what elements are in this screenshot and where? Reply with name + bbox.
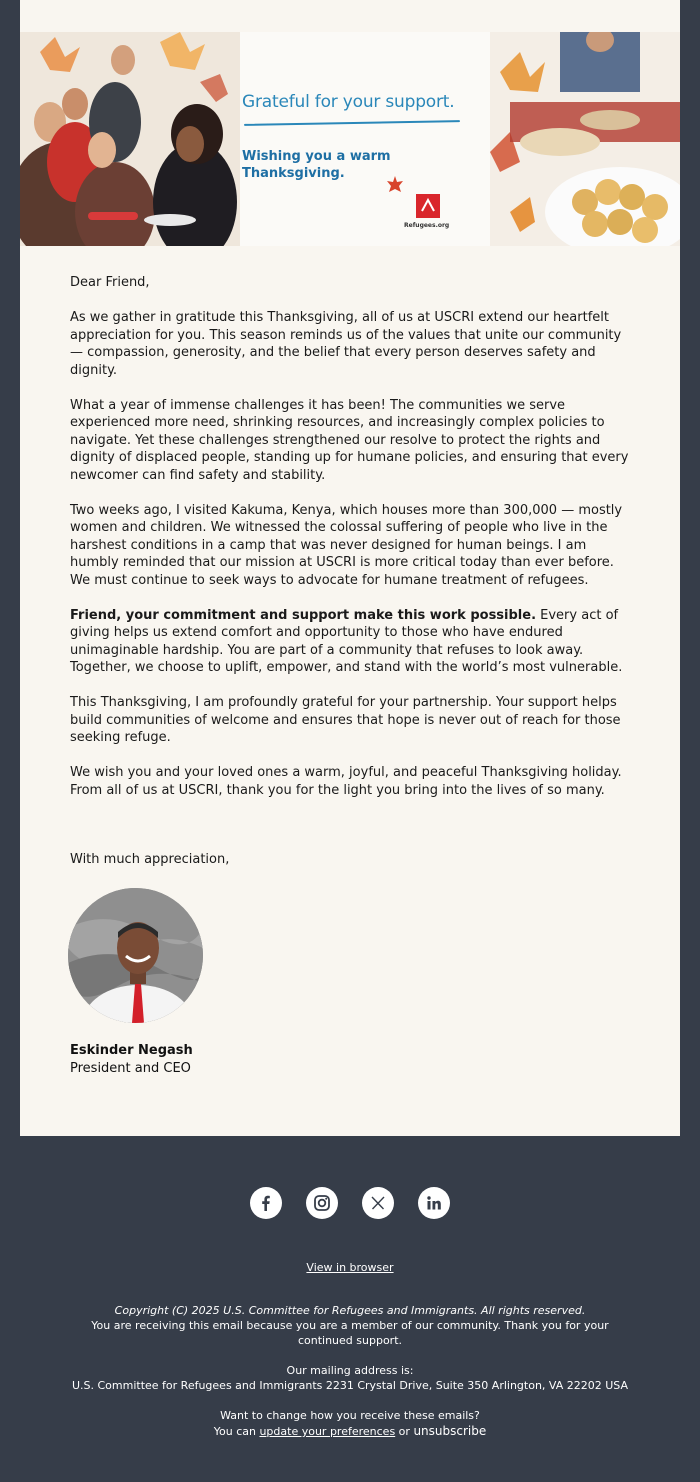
logo-text: Refugees.org xyxy=(404,222,450,229)
instagram-icon xyxy=(313,1194,331,1212)
signer-avatar xyxy=(68,888,203,1023)
or-text: or xyxy=(395,1425,414,1438)
banner-headline: Grateful for your support. xyxy=(242,92,455,112)
thanksgiving-banner xyxy=(20,32,680,246)
greeting: Dear Friend, xyxy=(70,275,150,290)
linkedin-icon xyxy=(426,1195,442,1211)
refugees-logo xyxy=(416,194,440,218)
banner-subline-2: Thanksgiving. xyxy=(242,166,345,181)
banner-subline xyxy=(242,148,391,182)
preferences-row xyxy=(0,1424,700,1439)
update-preferences-link[interactable]: update your preferences xyxy=(259,1425,396,1438)
unsubscribe-link[interactable]: unsubscribe xyxy=(413,1424,487,1438)
facebook-button[interactable] xyxy=(250,1187,282,1219)
facebook-icon xyxy=(258,1195,274,1211)
x-button[interactable] xyxy=(362,1187,394,1219)
view-in-browser-row xyxy=(0,1260,700,1275)
paragraph-3: Two weeks ago, I visited Kakuma, Kenya, which houses more than 300,000 — mostly women and children. We witnessed the colossal suffering of people who live in the harshest conditions in a camp that was never designed for human beings. I am humbly reminded that our mission at USCRI is more critical today than ever before. We must continue to seek ways to advocate for humane treatment of refugees. xyxy=(70,502,623,588)
paragraph-4 xyxy=(70,607,630,677)
mailing-address: U.S. Committee for Refugees and Immigrants 2231 Crystal Drive, Suite 350 Arlington, VA 22202 USA xyxy=(71,1379,629,1392)
paragraph-5: This Thanksgiving, I am profoundly grateful for your partnership. Your support helps build communities of welcome and ensures that hope is never out of reach for those seeking refuge. xyxy=(70,695,621,745)
logo-mark-icon xyxy=(416,194,440,218)
signer-name: Eskinder Negash xyxy=(70,1043,193,1058)
change-prompt: Want to change how you receive these emails? xyxy=(220,1409,480,1422)
paragraph-1: As we gather in gratitude this Thanksgiving, all of us at USCRI extend our heartfelt appreciation for you. This season reminds us of the values that unite our community — compassion, generosity, and the belief that every person deserves safety and dignity. xyxy=(70,310,622,378)
instagram-button[interactable] xyxy=(306,1187,338,1219)
paragraph-4-bold: Friend, your commitment and support make this work possible. xyxy=(70,607,537,623)
closing-line: With much appreciation, xyxy=(70,852,230,867)
paragraph-4-rest: Every act of giving helps us extend comfort and opportunity to those who have endured unimaginable hardship. You are part of a community that refuses to look away. Together, we choose to uplift, empower, and stand with the world’s most vulnerable. xyxy=(70,607,623,675)
banner-underline xyxy=(244,120,460,126)
paragraph-6: We wish you and your loved ones a warm, joyful, and peaceful Thanksgiving holiday. From all of us at USCRI, thank you for the light you bring into the lives of so many. xyxy=(70,765,622,798)
linkedin-button[interactable] xyxy=(418,1187,450,1219)
view-in-browser-link[interactable]: View in browser xyxy=(306,1261,394,1274)
signer-title: President and CEO xyxy=(70,1061,191,1076)
letter-body xyxy=(70,274,630,817)
email-card xyxy=(20,0,680,1136)
banner-photo-food xyxy=(490,32,680,246)
paragraph-2: What a year of immense challenges it has been! The communities we serve experienced more need, shrinking resources, and increasingly complex policies to navigate. Yet these challenges strengthened our resolve to protect the rights and dignity of displaced people, standing up for humane policies, and ensuring that every newcomer can find safety and stability. xyxy=(70,397,629,483)
member-note: You are receiving this email because you are a member of our community. Thank you for your continued support. xyxy=(91,1319,609,1347)
social-links xyxy=(0,1187,700,1219)
copyright: Copyright (C) 2025 U.S. Committee for Refugees and Immigrants. All rights reserved. xyxy=(114,1304,586,1317)
mailing-label: Our mailing address is: xyxy=(286,1364,414,1377)
maple-leaf-icon xyxy=(386,176,404,194)
x-icon xyxy=(370,1195,386,1211)
banner-photo-people xyxy=(20,32,240,246)
banner-subline-1: Wishing you a warm xyxy=(242,149,391,164)
you-can-text: You can xyxy=(213,1425,260,1438)
